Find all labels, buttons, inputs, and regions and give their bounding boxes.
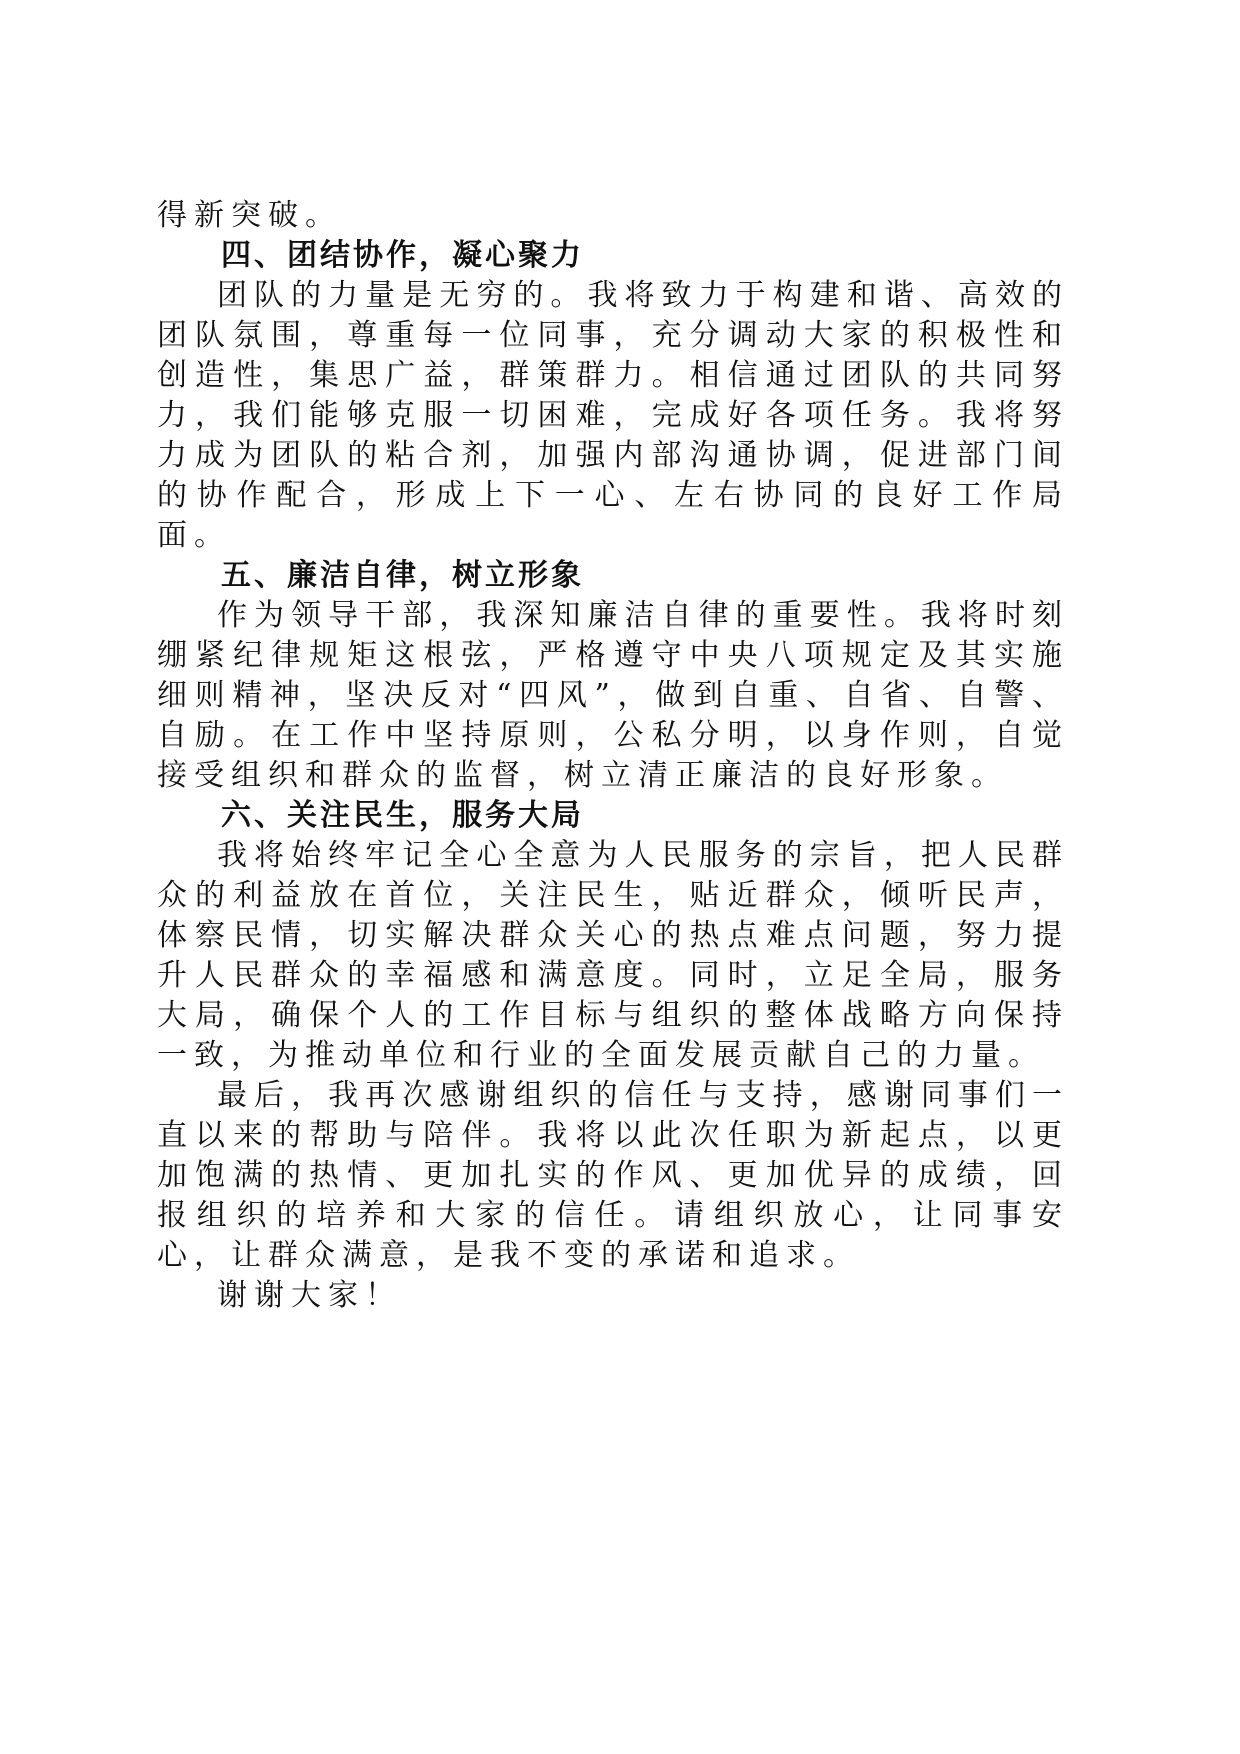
intro-fragment: 得新突破。 [157, 198, 342, 233]
section-body-4: 团队的力量是无穷的。我将致力于构建和谐、高效的团队氛围，尊重每一位同事，充分调动大家的积极性和创造性，集思广益，群策群力。相信通过团队的共同努力，我们能够克服一切困难，完成好各项任务。我将努力成为团队的粘合剂，加强内部沟通协调，促进部门间的协作配合，形成上下一心、左右协同的良好工作局面。 [157, 278, 1069, 553]
section-heading-4: 四、团结协作，凝心聚力 [221, 238, 584, 273]
section-body-6: 我将始终牢记全心全意为人民服务的宗旨，把人民群众的利益放在首位，关注民生，贴近群众，倾听民声，体察民情，切实解决群众关心的热点难点问题，努力提升人民群众的幸福感和满意度。同时，立足全局，服务大局，确保个人的工作目标与组织的整体战略方向保持一致，为推动单位和行业的全面发展贡献自己的力量。 [157, 838, 1069, 1073]
closing-paragraph: 最后，我再次感谢组织的信任与支持，感谢同事们一直以来的帮助与陪伴。我将以此次任职为新起点，以更加饱满的热情、更加扎实的作风、更加优异的成绩，回报组织的培养和大家的信任。请组织放心，让同事安心，让群众满意，是我不变的承诺和追求。 [157, 1078, 1069, 1273]
section-heading-6: 六、关注民生，服务大局 [221, 798, 584, 833]
document-body [157, 196, 1069, 1316]
thanks-line: 谢谢大家！ [217, 1278, 402, 1313]
section-heading-5: 五、廉洁自律，树立形象 [221, 558, 584, 593]
section-body-5: 作为领导干部，我深知廉洁自律的重要性。我将时刻绷紧纪律规矩这根弦，严格遵守中央八项规定及其实施细则精神，坚决反对“四风”，做到自重、自省、自警、自励。在工作中坚持原则，公私分明，以身作则，自觉接受组织和群众的监督，树立清正廉洁的良好形象。 [157, 598, 1069, 793]
